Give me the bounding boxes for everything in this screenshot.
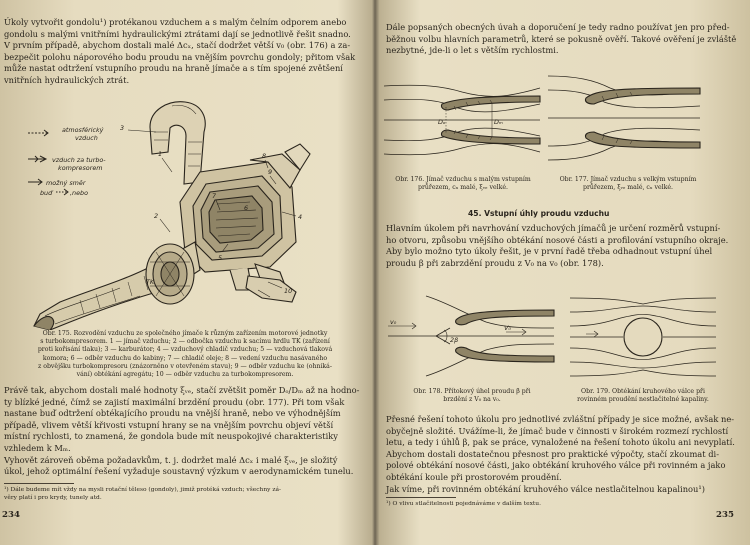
fig175-number-5: 5 [218, 254, 223, 262]
caption-line: brzdění z V₀ na v₀. [443, 396, 501, 404]
caption-line: průřezem, cₓ malé, ξᵥₑ velké. [417, 184, 509, 192]
text-line: místní rychlosti, to znamená, že gondola bude mít neuspokojivé charakteristiky [4, 431, 338, 442]
text-line: obyčejně složité. Uvážíme-li, že jímač bude v činnosti v širokém rozmezí rychlostí [386, 425, 729, 436]
figure-175-caption [4, 330, 366, 379]
text-line: vnitřních hydraulických ztrát. [4, 74, 130, 85]
text-line: vzhledem k Mₘ. [4, 442, 71, 453]
text-line: Vyhovět zároveň oběma požadavkům, t. j. dodržet malé Δcₓ i malé ξᵥₑ, je složitý [4, 454, 338, 465]
caption-line: proti kořisání tlaku); 3 — karburátor; 4 — vzduchový chladič vzduchu; 5 — vzduchová tlaková [37, 346, 333, 354]
figure-178-caption [392, 388, 552, 404]
fig175-number-10: 10 [284, 287, 293, 295]
legend-possible-2b: ,nebo [70, 189, 88, 197]
fig178-label-2beta: 2β [450, 336, 459, 344]
text-line: ty blízké jedné, čímž se zajistí maximální brzdění proudu (obr. 177). Při tom však [4, 396, 345, 407]
fig175-number-4: 4 [298, 213, 303, 221]
fig175-number-1: 1 [158, 150, 163, 158]
left-second-paragraph [4, 385, 366, 478]
fig175-number-8: 8 [262, 152, 267, 160]
footnote-line: ¹) Dále budeme mít vždy na mysli rotační těleso (gondoly), jimiž protéká vzduch; všechny zá- [4, 487, 281, 493]
legend-possible-2a: buď [40, 189, 53, 197]
right-main-paragraph [386, 223, 736, 269]
page-number-left: 234 [2, 510, 20, 520]
text-line: nezbytné, jde-li o let s větším rychlostmi. [386, 45, 559, 56]
text-line: obtékání koule při prostorovém proudění. [386, 471, 562, 482]
text-line: bezpečit polohu náporového bodu proudu na vnějším povrchu gondoly; přitom však [4, 51, 356, 62]
text-line: ho otvoru, způsobu vnějšího obtékání nosové části a profilování vstupního okraje. [386, 234, 729, 245]
left-intro-paragraph [4, 17, 366, 87]
caption-line: vání) obtékání agregátu; 10 — odběr vzduchu za turbokompresorem. [76, 371, 294, 379]
text-line: úkol, jehož optimální řešení vyžaduje soustavný výzkum v aerodynamickém tunelu. [4, 466, 354, 477]
figure-177-caption [548, 176, 708, 192]
legend-turbo-1: vzduch za turbo- [52, 156, 106, 164]
figure-176-caption [378, 176, 548, 192]
caption-line: rovinném proudění nestlačitelné kapaliny. [577, 396, 709, 404]
legend-atmospheric-2: vzduch [75, 134, 98, 142]
text-line: může nastat odtržení vstupního proudu na hraně jímače a s tím spojené zvětšení [4, 63, 343, 74]
text-line: Abychom dostali dostatečnou přesnost pro praktické výpočty, stačí zkoumat di- [386, 448, 719, 459]
fig176-label-dm: Dₘ [494, 118, 503, 126]
footnote-rule [4, 483, 74, 484]
fig176-label-d0: Dₒ [438, 118, 446, 126]
caption-line: Obr. 175. Rozvodění vzduchu ze společného jímače k různým zařízením motorové jednotky [42, 330, 328, 337]
caption-line: Obr. 178. Přítokový úhel proudu β při [413, 388, 531, 395]
legend-turbo-2: kompresorem [58, 164, 103, 172]
text-line: nastane buď odtržení obtékajícího proudu na vnější hraně, nebo ve výhodnějším [4, 408, 341, 419]
text-line: letu, a tedy i úhlů β, pak se práce, vynaložené na řešení tohoto úkolu ani nevyplatí. [386, 437, 735, 448]
text-line: Právě tak, abychom dostali malé hodnoty ξᵥₑ, stačí zvětšit poměr Dₒ/Dₘ až na hodno- [4, 385, 360, 395]
text-line: Aby bylo možno tyto úkoly řešit, je v první řadě třeba odhadnout vstupní úhel [386, 246, 713, 257]
text-line: Úkoly vytvořit gondolu¹) protékanou vzduchem a s malým čelním odporem anebo [4, 17, 347, 27]
left-page [0, 0, 372, 545]
footnote-line: ¹) O vlivu stlačitelnosti pojednáváme v dalším textu. [386, 501, 541, 507]
footnote-rule [386, 497, 456, 498]
text-line: gondolu s malými vnitřními hydraulickými ztrátami dají se jednotlivě řešit snadno. [4, 28, 351, 39]
fig175-label-tk: TK [146, 278, 155, 286]
text-line: Jak víme, při rovinném obtékání kruhového válce nestlačitelnou kapalinou¹) [386, 483, 705, 494]
fig178-label-V0: V₀ [504, 324, 511, 332]
text-line: V prvním případě, abychom dostali malé Δcₓ, stačí dodržet větší v₀ (obr. 176) a za- [4, 40, 351, 51]
section-heading: 45. Vstupní úhly proudu vzduchu [468, 209, 610, 218]
caption-line: s turbokompresorem. 1 — jímač vzduchu; 2 — odbočka vzduchu k sacímu hrdlu TK (zařízení [40, 338, 330, 346]
caption-line: Obr. 176. Jímač vzduchu s malým vstupním [395, 176, 531, 183]
text-line: Hlavním úkolem při navrhování vzduchových jímačů je určení rozměrů vstupní- [386, 223, 721, 233]
fig178-label-v0: v₀ [390, 318, 397, 326]
fig175-number-2: 2 [154, 212, 159, 220]
right-final-paragraph [386, 414, 736, 495]
caption-line: Obr. 179. Obtékání kruhového válce při [581, 388, 705, 395]
page-number-right: 235 [716, 510, 734, 520]
caption-line: komora; 6 — odběr vzduchu do kabiny; 7 — chladič oleje; 8 — vedení vzduchu nasávaného [42, 354, 328, 362]
fig175-number-7: 7 [212, 192, 217, 200]
text-line: běžnou volbu hlavních parametrů, které se pokusně ověří. Takové ověření je zvláště [386, 33, 737, 44]
caption-line: z obvějšku turbokompresoru (znázorněno v otevřeném stavu); 9 — odběr vzduchu ke (ohniká- [38, 362, 332, 370]
text-line: proudu β při zabrzdění proudu z V₀ na v₀ (obr. 178). [386, 257, 604, 268]
figure-179-caption [568, 388, 718, 404]
right-intro-paragraph [386, 22, 736, 57]
figure-178-diagram [386, 286, 556, 384]
fig175-number-6: 6 [244, 204, 249, 212]
figure-175-illustration [0, 92, 372, 330]
fig175-number-9: 9 [268, 168, 273, 176]
right-page [378, 0, 750, 545]
caption-line: Obr. 177. Jímač vzduchu s velkým vstupním [559, 176, 697, 183]
figure-177-diagram [546, 66, 702, 174]
figure-179-diagram [568, 290, 718, 384]
text-line: polové obtékání nosové části, jako obtékání kruhového válce při rovinném a jako [386, 460, 726, 471]
text-line: případě, vlivem větší křivosti vstupní hrany se na vnějším povrchu objeví větší [4, 419, 334, 430]
right-footnote [386, 500, 736, 508]
legend-possible-1: možný směr [46, 179, 86, 187]
figure-176-diagram [382, 66, 542, 174]
left-footnote [4, 486, 366, 502]
text-line: Dále popsaných obecných úvah a doporučení je tedy radno používat jen pro před- [386, 22, 730, 32]
fig175-number-3: 3 [120, 124, 125, 132]
legend-atmospheric-1: atmosférický [62, 126, 104, 134]
text-line: Přesné řešení tohoto úkolu pro jednotlivé zvláštní případy je sice možné, avšak ne- [386, 414, 735, 424]
footnote-line: věry platí i pro krydy, tunely atd. [4, 495, 102, 501]
caption-line: průřezem, ξᵥₑ malé, cₓ velké. [582, 184, 674, 192]
